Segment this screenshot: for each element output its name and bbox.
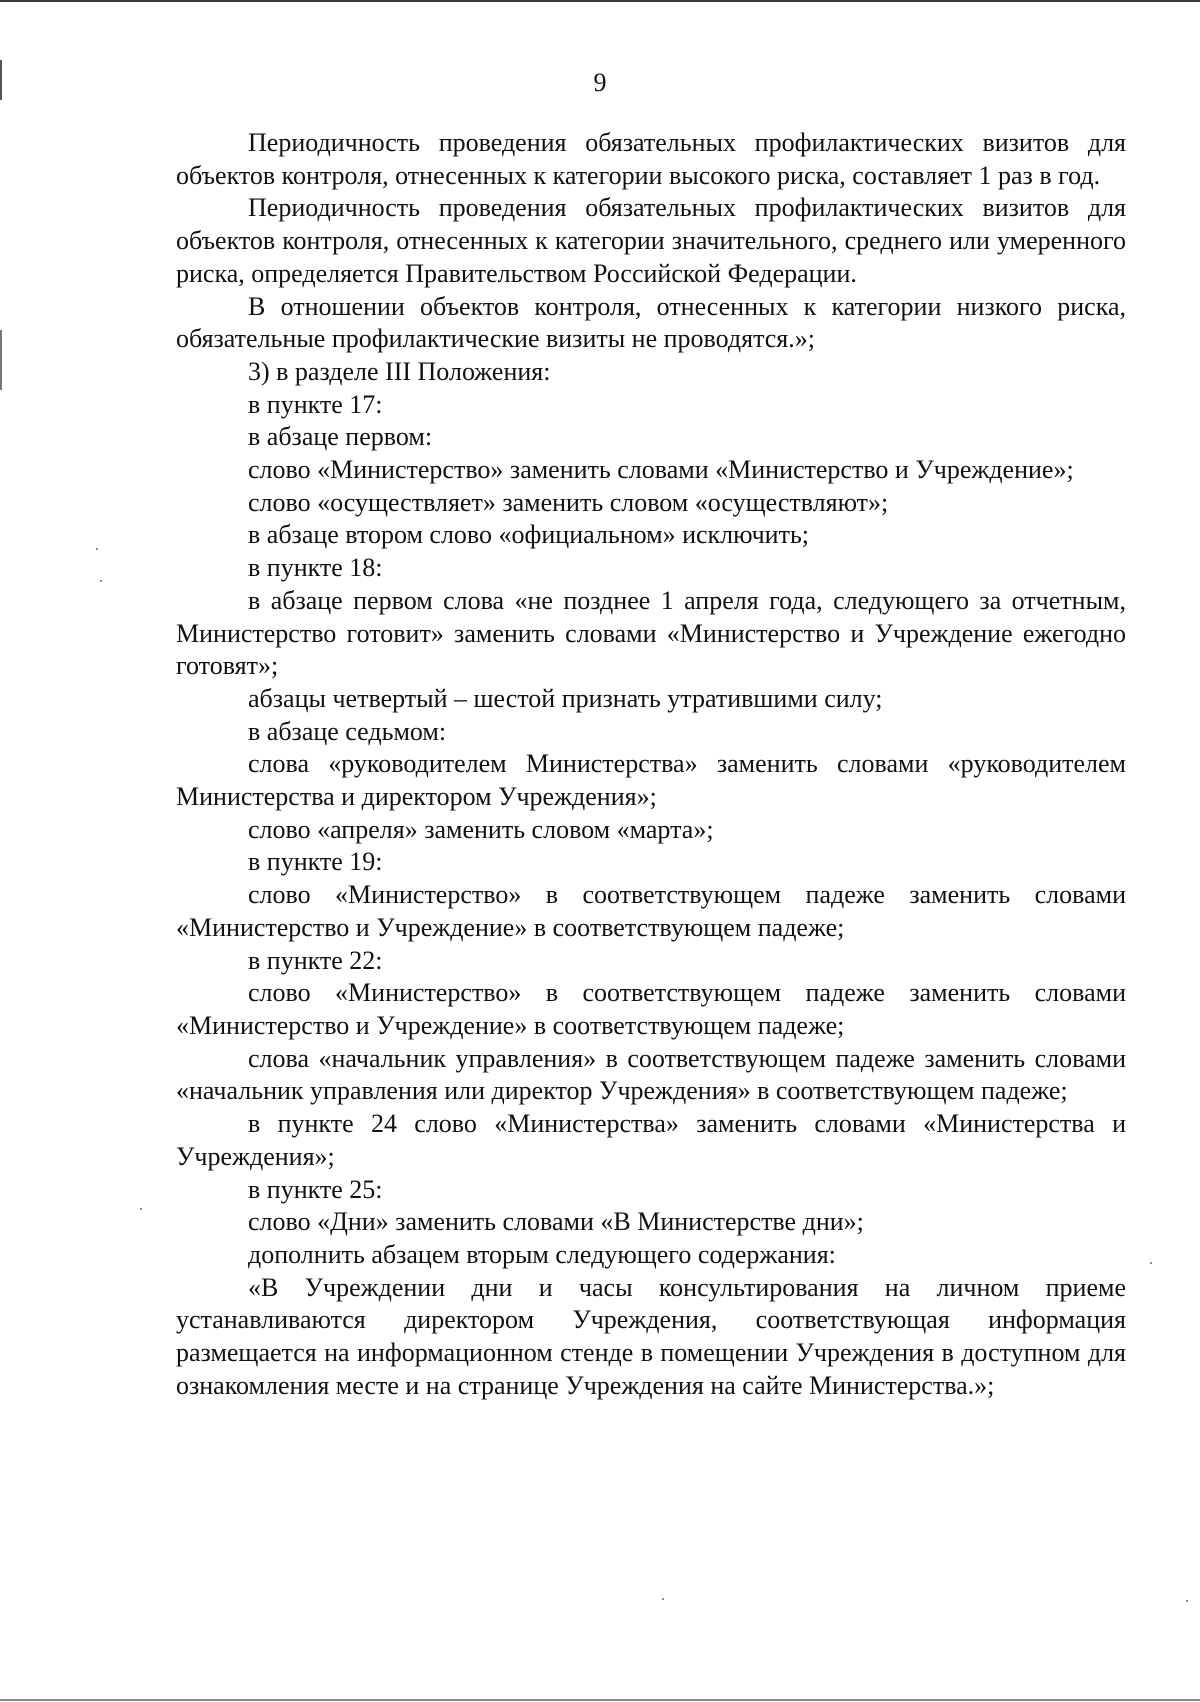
- paragraph: абзацы четвертый – шестой признать утратившими силу;: [248, 683, 883, 713]
- paragraph: В отношении объектов контроля, отнесенных к категории низкого риска, обязательные профилактические визиты не проводятся.»;: [176, 291, 1126, 354]
- scan-speck: [1150, 1262, 1152, 1264]
- paragraph: слово «Министерство» в соответствующем падеже заменить словами «Министерство и Учреждение» в соответствующем падеже;: [176, 880, 1126, 942]
- paragraph: в пункте 17:: [248, 389, 383, 419]
- paragraph: дополнить абзацем вторым следующего содержания:: [248, 1239, 836, 1269]
- paragraph: в пункте 18:: [248, 553, 383, 583]
- paragraph: Периодичность проведения обязательных профилактических визитов для объектов контроля, отнесенных к категории высокого риска, составляет 1 раз в год.: [176, 128, 1126, 190]
- paragraph: в пункте 22:: [248, 945, 383, 975]
- paragraph: слова «руководителем Министерства» заменить словами «руководителем Министерства и директором Учреждения»;: [176, 749, 1126, 812]
- scan-edge: [0, 1699, 1200, 1701]
- scan-speck: [662, 1598, 664, 1600]
- paragraph: в абзаце седьмом:: [248, 716, 447, 746]
- scan-edge: [0, 0, 1200, 2]
- paragraph: «В Учреждении дни и часы консультирования на личном приеме устанавливаются директором Учреждения, соответствующая информация размещается на информационном стенде в помещении Учреждения в доступном для ознакомления месте и на странице Учреждения на сайте Министерства.»;: [176, 1272, 1126, 1400]
- paragraph: 3) в разделе III Положения:: [248, 356, 551, 386]
- paragraph: Периодичность проведения обязательных профилактических визитов для объектов контроля, отнесенных к категории значительного, среднего или умеренного риска, определяется Правительством Российской Федерации.: [176, 193, 1126, 288]
- paragraph: слово «апреля» заменить словом «марта»;: [248, 814, 714, 844]
- page-number: 9: [593, 68, 607, 97]
- paragraph: слово «Министерство» в соответствующем падеже заменить словами «Министерство и Учреждение» в соответствующем падеже;: [176, 978, 1126, 1040]
- paragraph: в абзаце первом слова «не позднее 1 апреля года, следующего за отчетным, Министерство готовит» заменить словами «Министерство и Учреждение ежегодно готовят»;: [176, 585, 1126, 681]
- paragraph: в абзаце первом:: [248, 422, 433, 452]
- paragraph: в пункте 24 слово «Министерства» заменить словами «Министерства и Учреждения»;: [176, 1109, 1126, 1171]
- paragraph: в пункте 25:: [248, 1174, 383, 1204]
- scan-edge: [0, 330, 2, 390]
- paragraph: в абзаце втором слово «официальном» исключить;: [248, 520, 810, 550]
- paragraph: в пункте 19:: [248, 847, 383, 877]
- paragraph: слово «Дни» заменить словами «В Министерстве дни»;: [248, 1207, 864, 1237]
- paragraph: слова «начальник управления» в соответствующем падеже заменить словами «начальник управления или директор Учреждения» в соответствующем падеже;: [176, 1043, 1126, 1106]
- scan-speck: [96, 548, 98, 550]
- scan-speck: [100, 580, 102, 582]
- scan-speck: [140, 1208, 142, 1210]
- scan-speck: [1186, 1600, 1188, 1602]
- document-body: [176, 127, 1126, 1402]
- paragraph: слово «Министерство» заменить словами «Министерство и Учреждение»;: [248, 455, 1074, 485]
- paragraph: слово «осуществляет» заменить словом «осуществляют»;: [248, 487, 889, 517]
